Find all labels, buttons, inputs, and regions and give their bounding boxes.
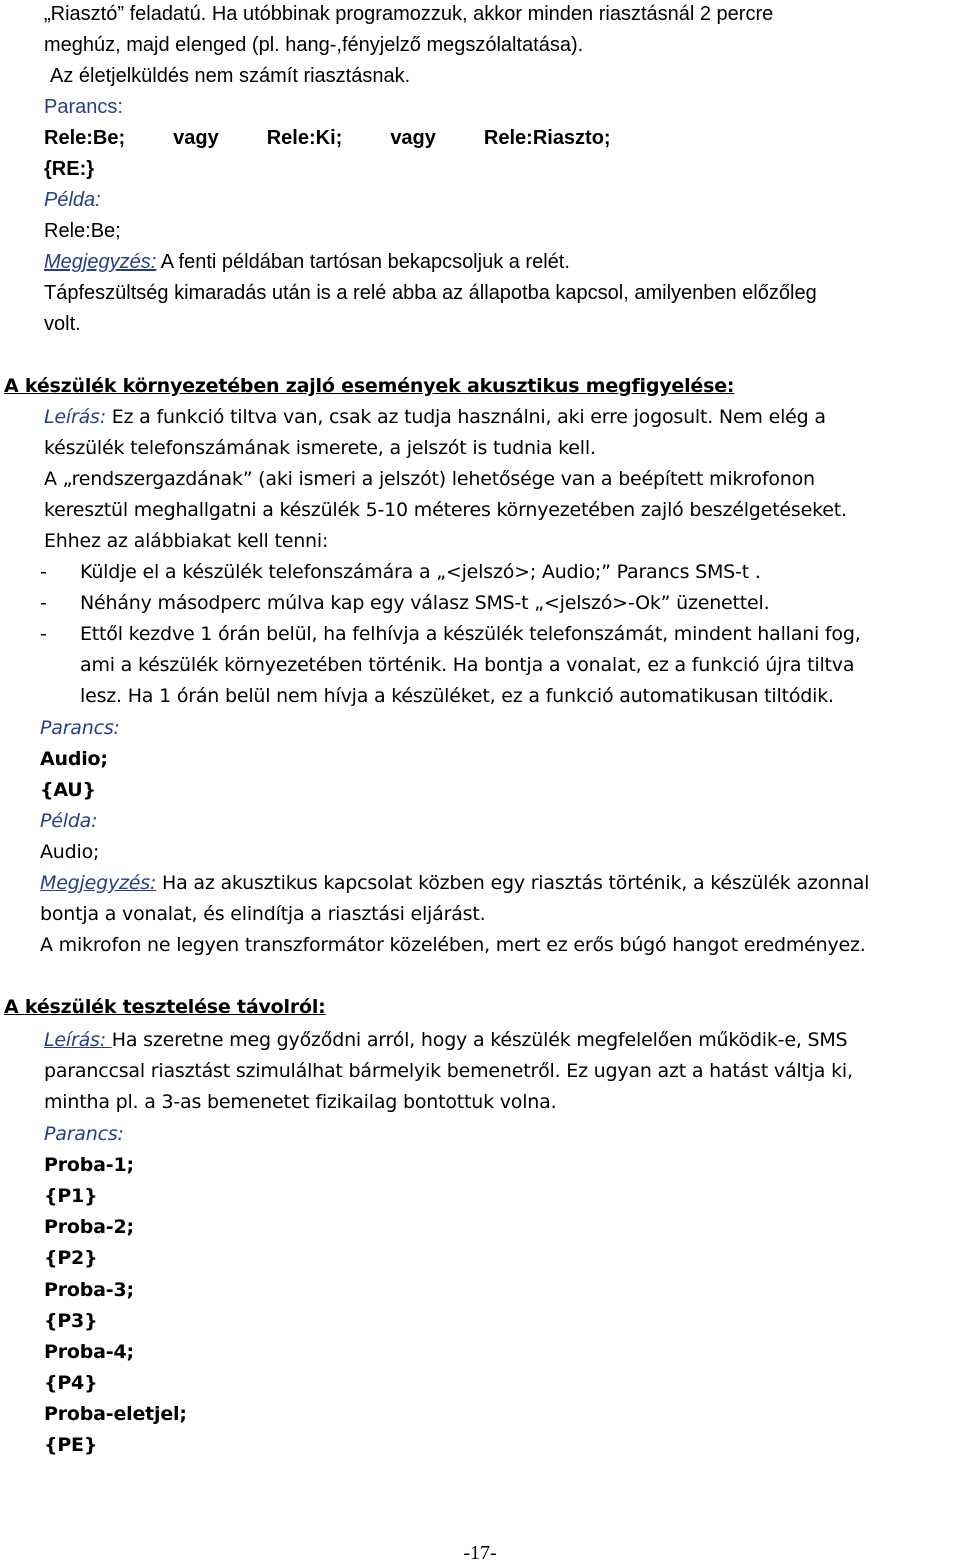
- example-value: Audio;: [40, 841, 100, 863]
- command-rele-riaszto: Rele:Riaszto;: [483, 127, 611, 149]
- note-line: Tápfeszültség kimaradás után is a relé abba az állapotba kapcsol, amilyenben előzőleg: [44, 282, 817, 304]
- relay-commands: [44, 126, 611, 150]
- test-command: Proba-4;: [44, 1341, 134, 1363]
- description-line: [44, 405, 826, 429]
- body-line: paranccsal riasztást szimulálhat bármelyik bemenetről. Ez ugyan azt a hatást váltja ki,: [44, 1060, 853, 1082]
- or-text: vagy: [173, 127, 219, 149]
- example-label: Példa:: [44, 189, 101, 211]
- description-text: Ez a funkció tiltva van, csak az tudja használni, aki erre jogosult. Nem elég a: [105, 406, 826, 428]
- note-line: volt.: [44, 313, 81, 335]
- test-command: Proba-1;: [44, 1154, 134, 1176]
- test-short-code: {P4}: [44, 1372, 98, 1394]
- intro-line: Az életjelküldés nem számít riasztásnak.: [50, 65, 411, 87]
- list-dash: -: [40, 561, 47, 583]
- list-item-continuation: lesz. Ha 1 órán belül nem hívja a készüléket, ez a funkció automatikusan tiltódik.: [80, 685, 834, 707]
- intro-line: meghúz, majd elenged (pl. hang-,fényjelző megszólaltatása).: [44, 34, 584, 56]
- command-rele-ki: Rele:Ki;: [266, 127, 343, 149]
- command-label: Parancs:: [44, 96, 123, 118]
- body-line: keresztül meghallgatni a készülék 5-10 méteres környezetében zajló beszélgetéseket.: [44, 499, 847, 521]
- intro-line: „Riasztó” feladatú. Ha utóbbinak programozzuk, akkor minden riasztásnál 2 percre: [44, 3, 774, 25]
- test-short-code: {P2}: [44, 1247, 98, 1269]
- note-label: Megjegyzés:: [40, 872, 157, 894]
- test-command: Proba-eletjel;: [44, 1403, 187, 1425]
- note-line: bontja a vonalat, és elindítja a riasztási eljárást.: [40, 903, 486, 925]
- body-line: A „rendszergazdának” (aki ismeri a jelszót) lehetősége van a beépített mikrofonon: [44, 468, 815, 490]
- note-label: Megjegyzés:: [44, 251, 157, 273]
- example-label: Példa:: [40, 810, 98, 832]
- body-line: készülék telefonszámának ismerete, a jelszót is tudnia kell.: [44, 437, 596, 459]
- description-label: Leírás:: [44, 1029, 112, 1051]
- note-text: Ha az akusztikus kapcsolat közben egy riasztás történik, a készülék azonnal: [156, 872, 870, 894]
- note-line: [40, 871, 869, 895]
- example-value: Rele:Be;: [44, 220, 121, 242]
- command-label: Parancs:: [40, 717, 120, 739]
- list-item: Néhány másodperc múlva kap egy válasz SMS-t „<jelszó>-Ok” üzenettel.: [80, 592, 770, 614]
- test-short-code: {P3}: [44, 1310, 98, 1332]
- test-command: Proba-2;: [44, 1216, 134, 1238]
- test-short-code: {P1}: [44, 1185, 98, 1207]
- list-item: Ettől kezdve 1 órán belül, ha felhívja a készülék telefonszámát, mindent hallani fog,: [80, 623, 861, 645]
- test-short-code: {PE}: [44, 1434, 98, 1456]
- description-label: Leírás:: [44, 406, 106, 428]
- section-heading: A készülék környezetében zajló események akusztikus megfigyelése:: [4, 375, 735, 397]
- short-code: {RE:}: [44, 158, 95, 180]
- note-line: A mikrofon ne legyen transzformátor közelében, mert ez erős búgó hangot eredményez.: [40, 934, 866, 956]
- command: Audio;: [40, 748, 108, 770]
- list-dash: -: [40, 592, 47, 614]
- list-dash: -: [40, 623, 47, 645]
- page-number: -17-: [463, 1542, 497, 1564]
- short-code: {AU}: [40, 779, 96, 801]
- command-rele-be: Rele:Be;: [44, 127, 126, 149]
- body-line: Ehhez az alábbiakat kell tenni:: [44, 530, 329, 552]
- or-text: vagy: [390, 127, 436, 149]
- section-heading: A készülék tesztelése távolról:: [4, 996, 326, 1018]
- command-label: Parancs:: [44, 1123, 124, 1145]
- list-item-continuation: ami a készülék környezetében történik. Ha bontja a vonalat, ez a funkció újra tiltva: [80, 654, 855, 676]
- body-line: mintha pl. a 3-as bemenetet fizikailag bontottuk volna.: [44, 1091, 557, 1113]
- note-text: A fenti példában tartósan bekapcsoljuk a relét.: [156, 251, 570, 273]
- note-line: [44, 250, 570, 274]
- test-command: Proba-3;: [44, 1279, 134, 1301]
- description-line: [44, 1028, 847, 1052]
- description-text: Ha szeretne meg győződni arról, hogy a készülék megfelelően működik-e, SMS: [111, 1029, 848, 1051]
- list-item: Küldje el a készülék telefonszámára a „<jelszó>; Audio;” Parancs SMS-t .: [80, 561, 761, 583]
